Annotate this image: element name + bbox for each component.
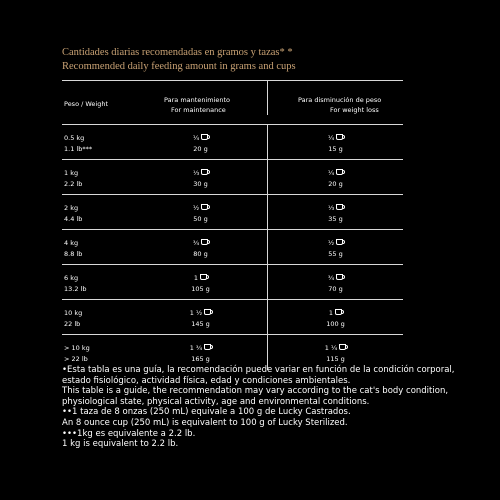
- weight-loss-cell: [268, 265, 403, 299]
- header-maintenance-en: For maintenance: [171, 106, 226, 114]
- table-row: [62, 160, 403, 195]
- table-row: [62, 300, 403, 335]
- title-spanish: Cantidades diarias recomendadas en gramos y tazas* *: [62, 47, 293, 58]
- weight-lb: 2.2 lb: [64, 180, 83, 188]
- weight-cell: [62, 265, 134, 299]
- weight-loss-cell: [268, 125, 403, 159]
- weight-loss-cups: 1 ¼: [324, 344, 338, 352]
- maintenance-cups: 1 ½: [189, 309, 203, 317]
- table-row: [62, 265, 403, 300]
- weight-lb: 4.4 lb: [64, 215, 83, 223]
- feeding-title: [62, 46, 296, 74]
- cup-icon: [336, 134, 343, 140]
- note-english-kg: 1 kg is equivalent to 2.2 lb.: [62, 439, 179, 450]
- note-spanish-guide: •Esta tabla es una guía, la recomendación puede variar en función de la condición corporal, estado fisiológico, actividad física, edad y condiciones ambientales.: [62, 365, 455, 386]
- cup-icon: [336, 169, 343, 175]
- weight-cell: [62, 160, 134, 194]
- weight-lb: 1.1 lb***: [64, 145, 93, 153]
- note-english-cup: An 8 ounce cup (250 mL) is equivalent to 100 g of Lucky Sterilized.: [62, 417, 348, 428]
- maintenance-cups: ¼: [192, 134, 200, 142]
- header-weightloss-es: Para disminución de peso: [298, 96, 382, 104]
- weight-kg: 6 kg: [64, 274, 79, 282]
- maintenance-grams: 30 g: [193, 180, 208, 188]
- cup-icon: [335, 309, 342, 315]
- weight-loss-cups: ¼: [327, 169, 335, 177]
- table-row: [62, 195, 403, 230]
- cup-icon: [200, 274, 207, 280]
- note-spanish-kg: •••1kg es equivalente a 2.2 lb.: [62, 428, 196, 439]
- cup-icon: [201, 169, 208, 175]
- weight-loss-grams: 70 g: [328, 285, 343, 293]
- maintenance-grams: 145 g: [191, 320, 210, 328]
- weight-lb: 13.2 lb: [64, 285, 87, 293]
- cup-icon: [201, 204, 208, 210]
- table-row: [62, 125, 403, 160]
- weight-loss-cell: [268, 230, 403, 264]
- weight-kg: > 10 kg: [64, 344, 90, 352]
- maintenance-grams: 50 g: [193, 215, 208, 223]
- header-weight-loss: [268, 81, 403, 115]
- cup-icon: [336, 274, 343, 280]
- weight-kg: 1 kg: [64, 169, 79, 177]
- table-header-row: [62, 81, 403, 125]
- header-weight: Peso / Weight: [64, 100, 109, 108]
- weight-kg: 2 kg: [64, 204, 79, 212]
- weight-cell: [62, 195, 134, 229]
- maintenance-cell: [134, 195, 268, 229]
- weight-cell: [62, 125, 134, 159]
- cup-icon: [339, 344, 346, 350]
- maintenance-cups: 1 ¾: [189, 344, 203, 352]
- maintenance-grams: 80 g: [193, 250, 208, 258]
- weight-lb: > 22 lb: [64, 355, 88, 363]
- header-maintenance: [134, 81, 268, 115]
- maintenance-cell: [134, 125, 268, 159]
- table-row: [62, 230, 403, 265]
- cup-icon: [201, 134, 208, 140]
- weight-lb: 22 lb: [64, 320, 81, 328]
- maintenance-cell: [134, 265, 268, 299]
- title-english: Recommended daily feeding amount in grams and cups: [62, 61, 296, 72]
- weight-loss-cell: [268, 300, 403, 334]
- weight-loss-cell: [268, 160, 403, 194]
- weight-cell: [62, 300, 134, 334]
- maintenance-cups: ⅓: [192, 169, 200, 177]
- cup-icon: [336, 239, 343, 245]
- weight-loss-cups: ¼: [327, 134, 335, 142]
- cup-icon: [336, 204, 343, 210]
- weight-kg: 4 kg: [64, 239, 79, 247]
- header-maintenance-es: Para mantenimiento: [164, 96, 231, 104]
- weight-loss-cups: 1: [328, 309, 334, 317]
- weight-loss-cups: ⅓: [327, 204, 335, 212]
- table-body: [62, 125, 403, 370]
- footnotes: [62, 365, 462, 450]
- weight-loss-cups: ½: [327, 239, 335, 247]
- weight-loss-grams: 20 g: [328, 180, 343, 188]
- maintenance-cell: [134, 230, 268, 264]
- weight-loss-cell: [268, 195, 403, 229]
- header-weightloss-en: For weight loss: [330, 106, 379, 114]
- cup-icon: [204, 309, 211, 315]
- weight-loss-grams: 15 g: [328, 145, 343, 153]
- weight-kg: 10 kg: [64, 309, 83, 317]
- maintenance-cell: [134, 160, 268, 194]
- maintenance-cups: ¾: [192, 239, 200, 247]
- weight-cell: [62, 230, 134, 264]
- weight-loss-grams: 100 g: [326, 320, 345, 328]
- maintenance-grams: 105 g: [191, 285, 210, 293]
- cup-icon: [204, 344, 211, 350]
- weight-loss-grams: 115 g: [326, 355, 345, 363]
- cup-icon: [201, 239, 208, 245]
- weight-loss-grams: 35 g: [328, 215, 343, 223]
- maintenance-grams: 20 g: [193, 145, 208, 153]
- weight-loss-cups: ¾: [327, 274, 335, 282]
- maintenance-cups: ½: [192, 204, 200, 212]
- maintenance-grams: 165 g: [191, 355, 210, 363]
- feeding-table: [62, 80, 403, 370]
- maintenance-cups: 1: [193, 274, 199, 282]
- maintenance-cell: [134, 300, 268, 334]
- note-spanish-cup: ••1 taza de 8 onzas (250 mL) equivale a 100 g de Lucky Castrados.: [62, 407, 351, 418]
- weight-kg: 0.5 kg: [64, 134, 85, 142]
- weight-lb: 8.8 lb: [64, 250, 83, 258]
- note-english-guide: This table is a guide, the recommendation may vary according to the cat's body condition, physiological state, physical activity, age and environmental conditions.: [62, 386, 449, 407]
- weight-loss-grams: 55 g: [328, 250, 343, 258]
